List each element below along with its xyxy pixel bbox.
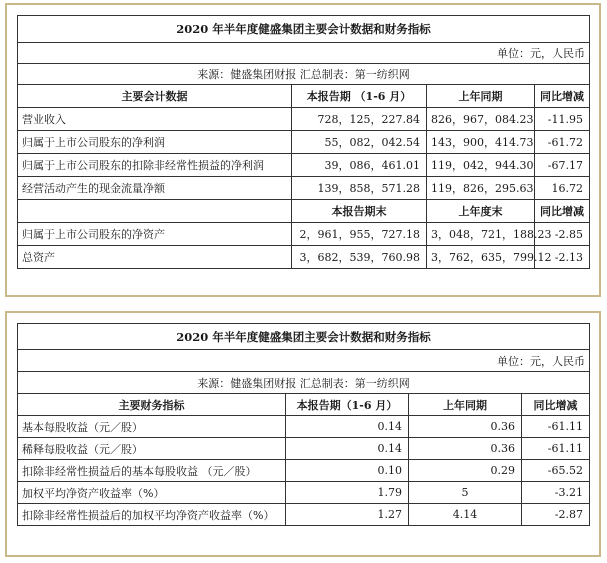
column-header: 上年度末 xyxy=(427,200,535,223)
table-row xyxy=(18,416,590,438)
table-row xyxy=(18,482,590,504)
cell-value: 1.27 xyxy=(286,504,409,526)
cell-value: 5 xyxy=(409,482,522,504)
cell-value: 3，048，721，188.23 xyxy=(427,223,535,246)
row-label: 营业收入 xyxy=(18,108,292,131)
row-label: 基本每股收益（元／股） xyxy=(18,416,286,438)
cell-value: 0.10 xyxy=(286,460,409,482)
table-header-row xyxy=(18,200,590,223)
cell-value: 826，967，084.23 xyxy=(427,108,535,131)
row-label: 归属于上市公司股东的净资产 xyxy=(18,223,292,246)
row-label: 扣除非经常性损益后的基本每股收益 （元／股） xyxy=(18,460,286,482)
source-note: 来源：健盛集团财报 汇总制表：第一纺织网 xyxy=(18,372,590,394)
cell-value: -61.11 xyxy=(522,438,590,460)
column-header xyxy=(18,200,292,223)
column-header: 上年同期 xyxy=(427,85,535,108)
cell-value: 55，082，042.54 xyxy=(292,131,427,154)
cell-value: 0.36 xyxy=(409,438,522,460)
table-row xyxy=(18,460,590,482)
table-row xyxy=(18,438,590,460)
cell-value: -2.87 xyxy=(522,504,590,526)
cell-value: -65.52 xyxy=(522,460,590,482)
source-note: 来源：健盛集团财报 汇总制表：第一纺织网 xyxy=(18,64,590,85)
row-label: 归属于上市公司股东的净利润 xyxy=(18,131,292,154)
table-row xyxy=(18,154,590,177)
cell-value: 39，086，461.01 xyxy=(292,154,427,177)
column-header: 同比增减 xyxy=(522,394,590,416)
table-row xyxy=(18,177,590,200)
cell-value: 4.14 xyxy=(409,504,522,526)
cell-value: 143，900，414.73 xyxy=(427,131,535,154)
financial-indicator-table xyxy=(17,323,590,526)
cell-value: 2，961，955，727.18 xyxy=(292,223,427,246)
column-header: 本报告期末 xyxy=(292,200,427,223)
cell-value: -2.13 xyxy=(535,246,590,269)
cell-value: 0.36 xyxy=(409,416,522,438)
table-title: 2020 年半年度健盛集团主要会计数据和财务指标 xyxy=(18,324,590,350)
cell-value: -11.95 xyxy=(535,108,590,131)
cell-value: -2.85 xyxy=(535,223,590,246)
cell-value: 1.79 xyxy=(286,482,409,504)
cell-value: 728，125，227.84 xyxy=(292,108,427,131)
table-1-frame xyxy=(5,3,601,297)
table-title: 2020 年半年度健盛集团主要会计数据和财务指标 xyxy=(18,16,590,43)
table-row xyxy=(18,108,590,131)
row-label: 归属于上市公司股东的扣除非经常性损益的净利润 xyxy=(18,154,292,177)
cell-value: 139，858，571.28 xyxy=(292,177,427,200)
column-header: 本报告期 （1-6 月） xyxy=(292,85,427,108)
row-label: 稀释每股收益（元／股） xyxy=(18,438,286,460)
table-row xyxy=(18,246,590,269)
cell-value: 119，042，944.30 xyxy=(427,154,535,177)
column-header: 主要会计数据 xyxy=(18,85,292,108)
cell-value: 0.14 xyxy=(286,416,409,438)
row-label: 总资产 xyxy=(18,246,292,269)
table-row xyxy=(18,504,590,526)
column-header: 上年同期 xyxy=(409,394,522,416)
cell-value: 0.29 xyxy=(409,460,522,482)
cell-value: 3，682，539，760.98 xyxy=(292,246,427,269)
cell-value: -67.17 xyxy=(535,154,590,177)
row-label: 扣除非经常性损益后的加权平均净资产收益率（%） xyxy=(18,504,286,526)
table-row xyxy=(18,223,590,246)
row-label: 加权平均净资产收益率（%） xyxy=(18,482,286,504)
unit-note: 单位：元，人民币 xyxy=(18,43,590,64)
cell-value: -3.21 xyxy=(522,482,590,504)
table-2-frame xyxy=(5,311,601,557)
column-header: 同比增减 xyxy=(535,85,590,108)
cell-value: -61.11 xyxy=(522,416,590,438)
table-row xyxy=(18,131,590,154)
cell-value: 0.14 xyxy=(286,438,409,460)
column-header: 本报告期（1-6 月） xyxy=(286,394,409,416)
column-header: 同比增减 xyxy=(535,200,590,223)
row-label: 经营活动产生的现金流量净额 xyxy=(18,177,292,200)
table-header-row xyxy=(18,394,590,416)
column-header: 主要财务指标 xyxy=(18,394,286,416)
accounting-data-table xyxy=(17,15,590,269)
unit-note: 单位：元，人民币 xyxy=(18,350,590,372)
table-header-row xyxy=(18,85,590,108)
cell-value: 3，762，635，799.12 xyxy=(427,246,535,269)
cell-value: 119，826，295.63 xyxy=(427,177,535,200)
cell-value: 16.72 xyxy=(535,177,590,200)
cell-value: -61.72 xyxy=(535,131,590,154)
